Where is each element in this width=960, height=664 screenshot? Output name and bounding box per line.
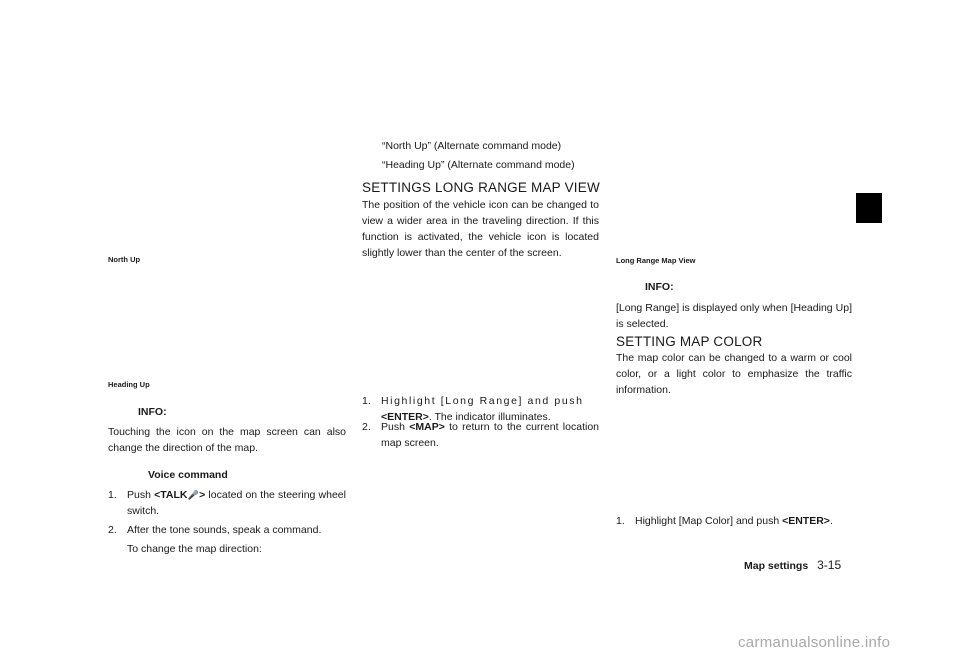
step-text: Push <box>381 421 410 433</box>
step-text: . The indicator illuminates. <box>428 411 551 423</box>
step-text: located on the steering wheel switch. <box>127 489 346 517</box>
enter-key: <ENTER> <box>381 411 429 423</box>
list-number: 1. <box>108 489 117 501</box>
step-text: Highlight [Map Color] and push <box>635 515 783 527</box>
map-color-body: The map color can be changed to a warm or cool color, or a light color to emphasize the traffic information. <box>616 352 852 396</box>
long-range-body: The position of the vehicle icon can be changed to view a wider area in the traveling direction. If this function is activated, the vehicle icon is located slightly lower than the center of the screen. <box>362 199 599 259</box>
footer-page-number: 3-15 <box>817 558 842 572</box>
list-number: 1. <box>616 515 625 527</box>
list-item <box>362 419 599 451</box>
step-text: After the tone sounds, speak a command. <box>127 524 322 536</box>
info-label: INFO: <box>138 406 167 418</box>
list-item <box>616 513 860 529</box>
talk-key-end: > <box>199 489 206 501</box>
list-number: 2. <box>108 524 117 536</box>
section-heading-map-color: SETTING MAP COLOR <box>616 334 763 349</box>
command-heading-up: “Heading Up” (Alternate command mode) <box>382 159 575 171</box>
step-text: . <box>829 515 833 527</box>
microphone-icon: 🎤 <box>187 490 200 500</box>
info-label: INFO: <box>645 281 674 293</box>
map-key: <MAP> <box>409 421 445 433</box>
step-text: Push <box>127 489 155 501</box>
step-text: to return to the current location map screen. <box>381 421 599 449</box>
voice-command-label: Voice command <box>148 469 228 481</box>
list-item <box>108 522 346 538</box>
footer-section-title: Map settings <box>744 560 809 572</box>
list-number: 2. <box>362 421 371 433</box>
change-direction-text: To change the map direction: <box>127 543 262 555</box>
info-text: Touching the icon on the map screen can also change the direction of the map. <box>108 426 346 454</box>
watermark-text: carmanualsonline.info <box>738 634 891 651</box>
list-number: 1. <box>362 395 371 407</box>
section-tab-marker <box>856 193 882 223</box>
talk-key: <TALK <box>154 489 188 501</box>
caption-north-up: North Up <box>108 255 141 264</box>
command-north-up: “North Up” (Alternate command mode) <box>382 140 562 152</box>
caption-long-range: Long Range Map View <box>616 256 696 265</box>
enter-key: <ENTER> <box>782 515 830 527</box>
page-footer <box>744 558 841 572</box>
caption-heading-up: Heading Up <box>108 380 150 389</box>
step-text: Highlight [Long Range] and push <box>381 395 584 407</box>
section-heading-long-range: SETTINGS LONG RANGE MAP VIEW <box>362 180 600 195</box>
list-item <box>108 487 346 519</box>
info-text: [Long Range] is displayed only when [Heading Up] is selected. <box>616 302 852 330</box>
